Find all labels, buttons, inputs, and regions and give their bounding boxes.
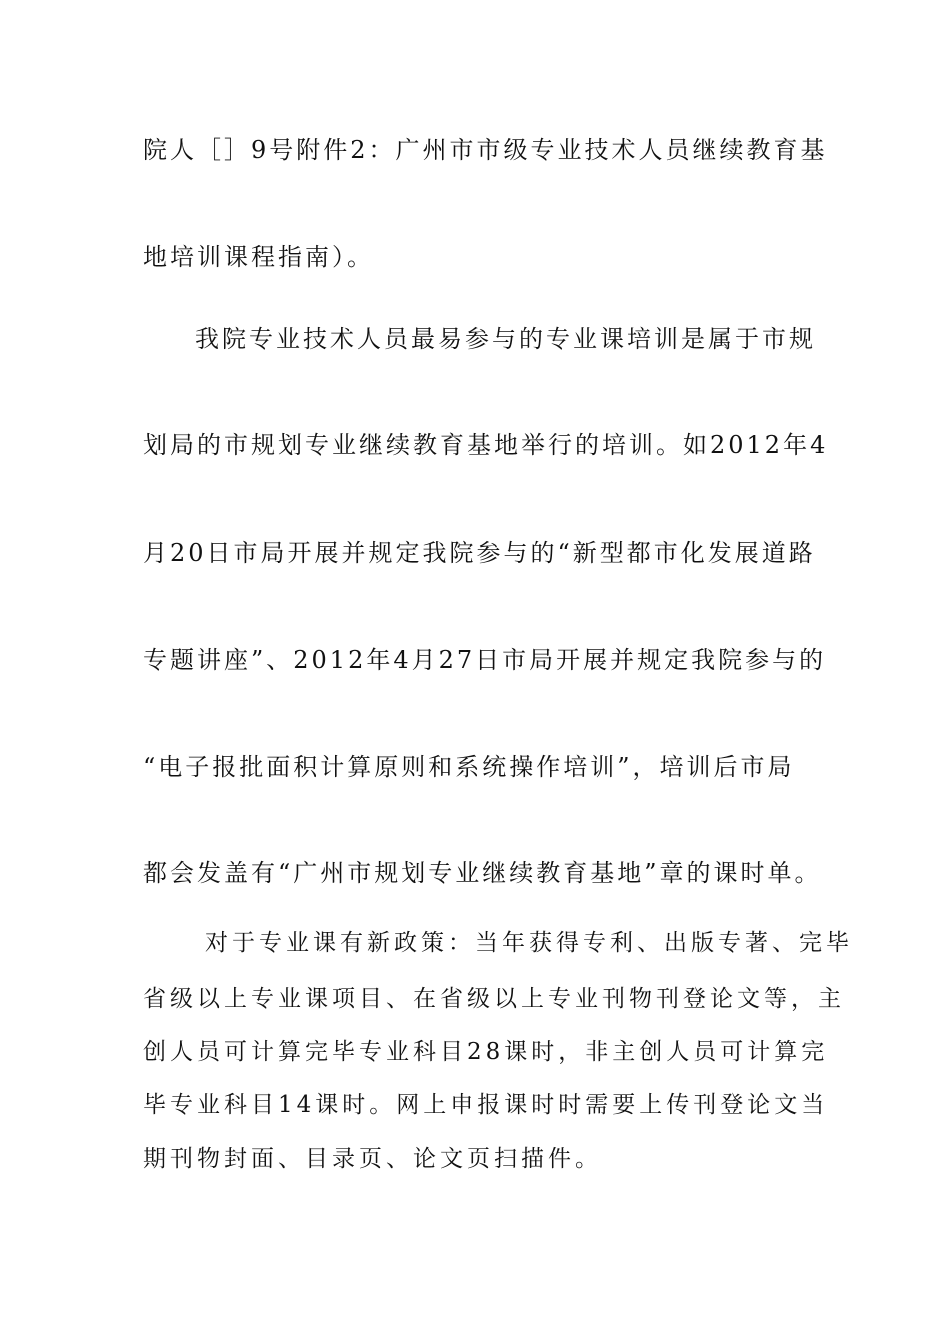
text-line: 毕专业科目14课时。网上申报课时时需要上传刊登论文当 <box>143 1092 829 1118</box>
text-line: 院人［］9号附件2：广州市市级专业技术人员继续教育基 <box>143 136 828 164</box>
text-line: 月20日市局开展并规定我院参与的“新型都市化发展道路 <box>143 539 816 567</box>
text-line: 地培训课程指南）。 <box>143 243 374 271</box>
text-line: 专题讲座”、2012年4月27日市局开展并规定我院参与的 <box>143 646 827 674</box>
text-line: 创人员可计算完毕专业科目28课时，非主创人员可计算完 <box>143 1039 829 1065</box>
text-line: 期刊物封面、目录页、论文页扫描件。 <box>143 1146 602 1172</box>
text-line: “电子报批面积计算原则和系统操作培训”，培训后市局 <box>143 753 795 781</box>
text-line: 省级以上专业课项目、在省级以上专业刊物刊登论文等，主 <box>143 986 845 1012</box>
paragraph-start-line: 我院专业技术人员最易参与的专业课培训是属于市规 <box>195 325 816 353</box>
text-line: 都会发盖有“广州市规划专业继续教育基地”章的课时单。 <box>143 859 822 887</box>
paragraph-start-line: 对于专业课有新政策：当年获得专利、出版专著、完毕 <box>205 930 853 956</box>
text-line: 划局的市规划专业继续教育基地举行的培训。如2012年4 <box>143 431 829 459</box>
